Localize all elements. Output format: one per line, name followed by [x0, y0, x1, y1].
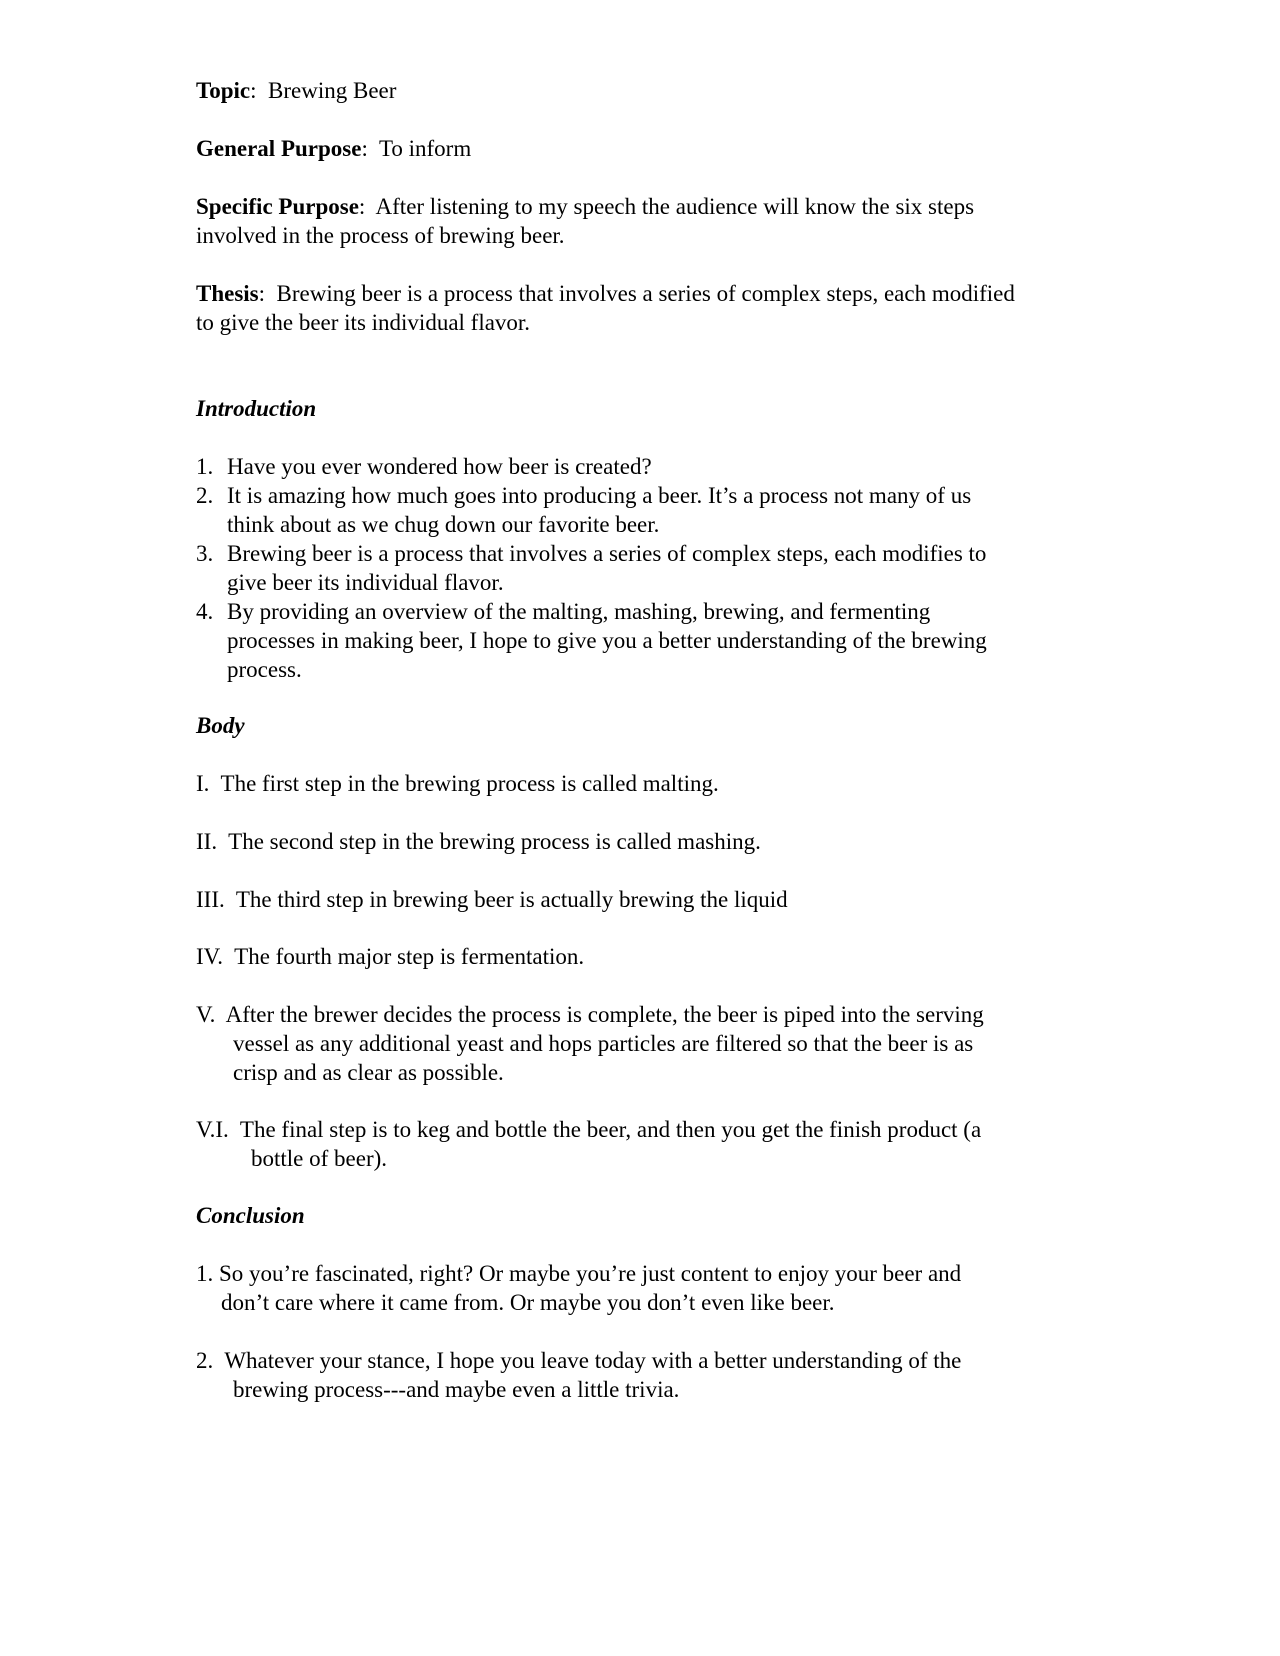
item-text: The second step in the brewing process is called mashing.: [228, 829, 761, 854]
topic-label: Topic: [196, 78, 251, 103]
item-numeral: V.I.: [196, 1117, 229, 1142]
specific-purpose-line: Specific Purpose: After listening to my speech the audience will know the six steps: [196, 194, 975, 219]
topic-value: Brewing Beer: [268, 78, 397, 103]
general-purpose-line: General Purpose: To inform: [196, 136, 472, 161]
outline-item: [196, 827, 761, 856]
outline-item: [196, 769, 719, 798]
conclusion-heading: Conclusion: [196, 1203, 305, 1228]
item-text: Have you ever wondered how beer is created?: [227, 454, 652, 479]
list-item: [196, 452, 652, 481]
outline-item: [196, 1115, 981, 1144]
item-continuation: processes in making beer, I hope to give you a better understanding of the brewing: [227, 628, 987, 653]
item-continuation: bottle of beer).: [251, 1146, 388, 1171]
general-purpose-value: To inform: [378, 136, 472, 161]
item-number: 2.: [196, 1348, 214, 1373]
thesis-label: Thesis: [196, 281, 259, 306]
item-text: So you’re fascinated, right? Or maybe you’re just content to enjoy your beer and: [219, 1261, 962, 1286]
specific-purpose-text: After listening to my speech the audience will know the six steps: [375, 194, 975, 219]
thesis-line: Thesis: Brewing beer is a process that involves a series of complex steps, each modified: [196, 281, 1015, 306]
item-text: The fourth major step is fermentation.: [234, 944, 585, 969]
item-numeral: I.: [196, 771, 210, 796]
list-item: [196, 597, 930, 626]
item-numeral: III.: [196, 887, 225, 912]
item-continuation: brewing process---and maybe even a little trivia.: [233, 1377, 680, 1402]
item-number: 2.: [196, 483, 214, 508]
item-number: 4.: [196, 599, 214, 624]
item-numeral: IV.: [196, 944, 224, 969]
body-heading: Body: [196, 713, 245, 738]
item-continuation: crisp and as clear as possible.: [233, 1060, 504, 1085]
outline-item: [196, 942, 584, 971]
item-text: The third step in brewing beer is actually brewing the liquid: [235, 887, 788, 912]
list-item: [196, 539, 986, 568]
item-text: It is amazing how much goes into producing a beer. It’s a process not many of us: [227, 483, 972, 508]
introduction-heading: Introduction: [196, 396, 317, 421]
item-continuation: give beer its individual flavor.: [227, 570, 504, 595]
outline-item: [196, 885, 788, 914]
item-text: Brewing beer is a process that involves a series of complex steps, each modifies to: [227, 541, 987, 566]
item-continuation: don’t care where it came from. Or maybe you don’t even like beer.: [221, 1290, 835, 1315]
item-numeral: II.: [196, 829, 218, 854]
item-number: 1.: [196, 454, 214, 479]
item-continuation: think about as we chug down our favorite beer.: [227, 512, 660, 537]
item-text: Whatever your stance, I hope you leave today with a better understanding of the: [224, 1348, 962, 1373]
topic-line: Topic: Brewing Beer: [196, 78, 397, 103]
item-number: 3.: [196, 541, 214, 566]
outline-item: [196, 1000, 984, 1029]
thesis-text: Brewing beer is a process that involves a series of complex steps, each modified: [276, 281, 1015, 306]
item-text: The first step in the brewing process is called malting.: [220, 771, 719, 796]
specific-purpose-continuation: involved in the process of brewing beer.: [196, 223, 565, 248]
thesis-continuation: to give the beer its individual flavor.: [196, 310, 531, 335]
list-item: [196, 1259, 961, 1288]
item-text: The final step is to keg and bottle the beer, and then you get the finish product (a: [239, 1117, 982, 1142]
general-purpose-label: General Purpose: [196, 136, 362, 161]
item-text: By providing an overview of the malting, mashing, brewing, and fermenting: [227, 599, 931, 624]
item-numeral: V.: [196, 1002, 216, 1027]
item-text: After the brewer decides the process is complete, the beer is piped into the serving: [225, 1002, 984, 1027]
item-continuation: process.: [227, 657, 302, 682]
list-item: [196, 1346, 961, 1375]
item-number: 1.: [196, 1261, 214, 1286]
item-continuation: vessel as any additional yeast and hops particles are filtered so that the beer is as: [233, 1031, 974, 1056]
list-item: [196, 481, 971, 510]
specific-purpose-label: Specific Purpose: [196, 194, 359, 219]
